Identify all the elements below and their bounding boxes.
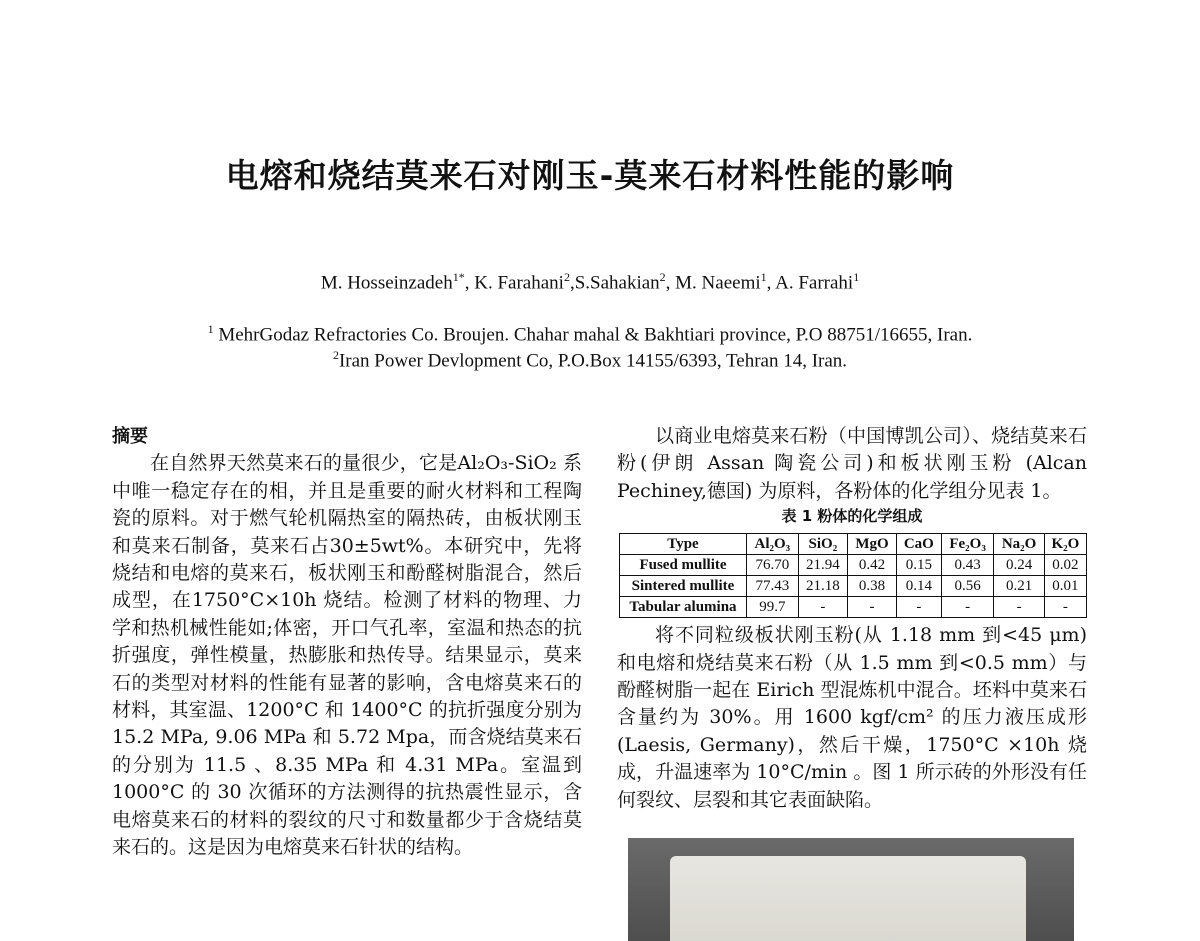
table-cell: - (994, 597, 1044, 618)
table-header-row (620, 534, 1087, 555)
author-name: ,S.Sahakian (569, 272, 660, 294)
right-column (617, 423, 1087, 814)
table-caption: 表 1 粉体的化学组成 (781, 507, 923, 526)
affiliation-1 (0, 322, 1180, 346)
brick-photo (628, 838, 1074, 941)
affiliation-mark: 1 (207, 322, 214, 336)
table-header-cell: Al₂O₃ (747, 534, 799, 555)
table-header-cell: CaO (896, 534, 941, 555)
paper-title: 电熔和烧结莫来石对刚玉-莫来石材料性能的影响 (225, 156, 955, 195)
table-cell: 21.18 (798, 576, 847, 597)
table-header-cell: Na₂O (994, 534, 1044, 555)
author-name: , K. Farahani (464, 272, 564, 294)
author-name: M. Hosseinzadeh (320, 272, 453, 294)
table-cell: Fused mullite (620, 555, 747, 576)
abstract-heading: 摘要 (112, 426, 148, 447)
table-header-cell: SiO₂ (798, 534, 847, 555)
table-cell: 0.21 (994, 576, 1044, 597)
table-row (620, 576, 1087, 597)
table-header-cell: MgO (848, 534, 897, 555)
table-cell: 0.24 (994, 555, 1044, 576)
table-cell: Tabular alumina (620, 597, 747, 618)
affiliation-2 (0, 348, 1180, 372)
brick-sample-image (670, 856, 1026, 941)
table-cell: 21.94 (798, 555, 847, 576)
table-cell: 0.38 (848, 576, 897, 597)
table-header-cell: Fe₂O₃ (941, 534, 994, 555)
table-row (620, 555, 1087, 576)
table-cell: - (1044, 597, 1086, 618)
table-cell: 0.56 (941, 576, 994, 597)
left-column (112, 423, 582, 862)
author-name: , M. Naeemi (665, 272, 761, 294)
abstract-text: 在自然界天然莫来石的量很少，它是Al₂O₃-SiO₂ 系中唯一稳定存在的相，并且是重要的耐火材料和工程陶瓷的原料。对于燃气轮机隔热室的隔热砖，由板状刚玉和莫来石制备，莫来石占30±5wt%。本研究中，先将烧结和电熔的莫来石，板状刚玉和酚醛树脂混合，然后成型，在1750°C×10h 烧结。检测了材料的物理、力学和热机械性能如;体密，开口气孔率，室温和热态的抗折强度，弹性模量，热膨胀和热传导。结果显示，莫来石的类型对材料的性能有显著的影响，含电熔莫来石的材料，其室温、1200°C 和 1400°C 的抗折强度分别为 15.2 MPa, 9.06 MPa 和 5.72 Mpa，而含烧结莫来石的分别为 11.5 、8.35 MPa 和 4.31 MPa。室温到 1000°C 的 30 次循环的方法测得的抗热震性显示，含电熔莫来石的材料的裂纹的尺寸和数量都少于含烧结莫来石的。这是因为电熔莫来石针状的结构。 (112, 452, 582, 859)
author-affil-mark: 2 (563, 270, 570, 284)
table-cell: - (896, 597, 941, 618)
table-cell: - (798, 597, 847, 618)
table-cell: 99.7 (747, 597, 799, 618)
table-cell: 0.42 (848, 555, 897, 576)
body-paragraph-2: 将不同粒级板状刚玉粉(从 1.18 mm 到<45 μm)和电熔和烧结莫来石粉（从 1.5 mm 到<0.5 mm）与酚醛树脂一起在 Eirich 型混炼机中混合。坯料中莫来石含量约为 30%。用 1600 kgf/cm² 的压力液压成形(Laesis, Germany)，然后干燥，1750°C ×10h 烧成，升温速率为 10°C/min 。图 1 所示砖的外形没有任何裂纹、层裂和其它表面缺陷。 (617, 624, 1087, 811)
table-row (620, 597, 1087, 618)
table-cell: 0.15 (896, 555, 941, 576)
table-cell: 0.43 (941, 555, 994, 576)
author-affil-mark: 2 (659, 270, 666, 284)
author-name: , A. Farrahi (766, 272, 854, 294)
composition-table (619, 533, 1087, 618)
table-cell: Sintered mullite (620, 576, 747, 597)
table-cell: 76.70 (747, 555, 799, 576)
body-paragraph-1: 以商业电熔莫来石粉（中国博凯公司）、烧结莫来石粉(伊朗 Assan 陶瓷公司)和板状刚玉粉 (Alcan Pechiney,德国) 为原料，各粉体的化学组分见表 1。 (617, 425, 1087, 502)
author-affil-mark: 1 (760, 270, 767, 284)
table-cell: 0.14 (896, 576, 941, 597)
affiliation-mark: 2 (332, 348, 339, 362)
table-cell: 0.02 (1044, 555, 1086, 576)
author-list (0, 270, 1180, 294)
affiliation-text: MehrGodaz Refractories Co. Broujen. Chahar mahal & Bakhtiari province, P.O 88751/16655, Iran. (213, 324, 973, 346)
table-cell: 0.01 (1044, 576, 1086, 597)
author-affil-mark: 1* (452, 270, 465, 284)
table-cell: - (848, 597, 897, 618)
table-cell: - (941, 597, 994, 618)
table-header-cell: Type (620, 534, 747, 555)
table-header-cell: K₂O (1044, 534, 1086, 555)
table-cell: 77.43 (747, 576, 799, 597)
affiliation-text: Iran Power Devlopment Co, P.O.Box 14155/6393, Tehran 14, Iran. (338, 350, 848, 372)
author-affil-mark: 1 (853, 270, 860, 284)
